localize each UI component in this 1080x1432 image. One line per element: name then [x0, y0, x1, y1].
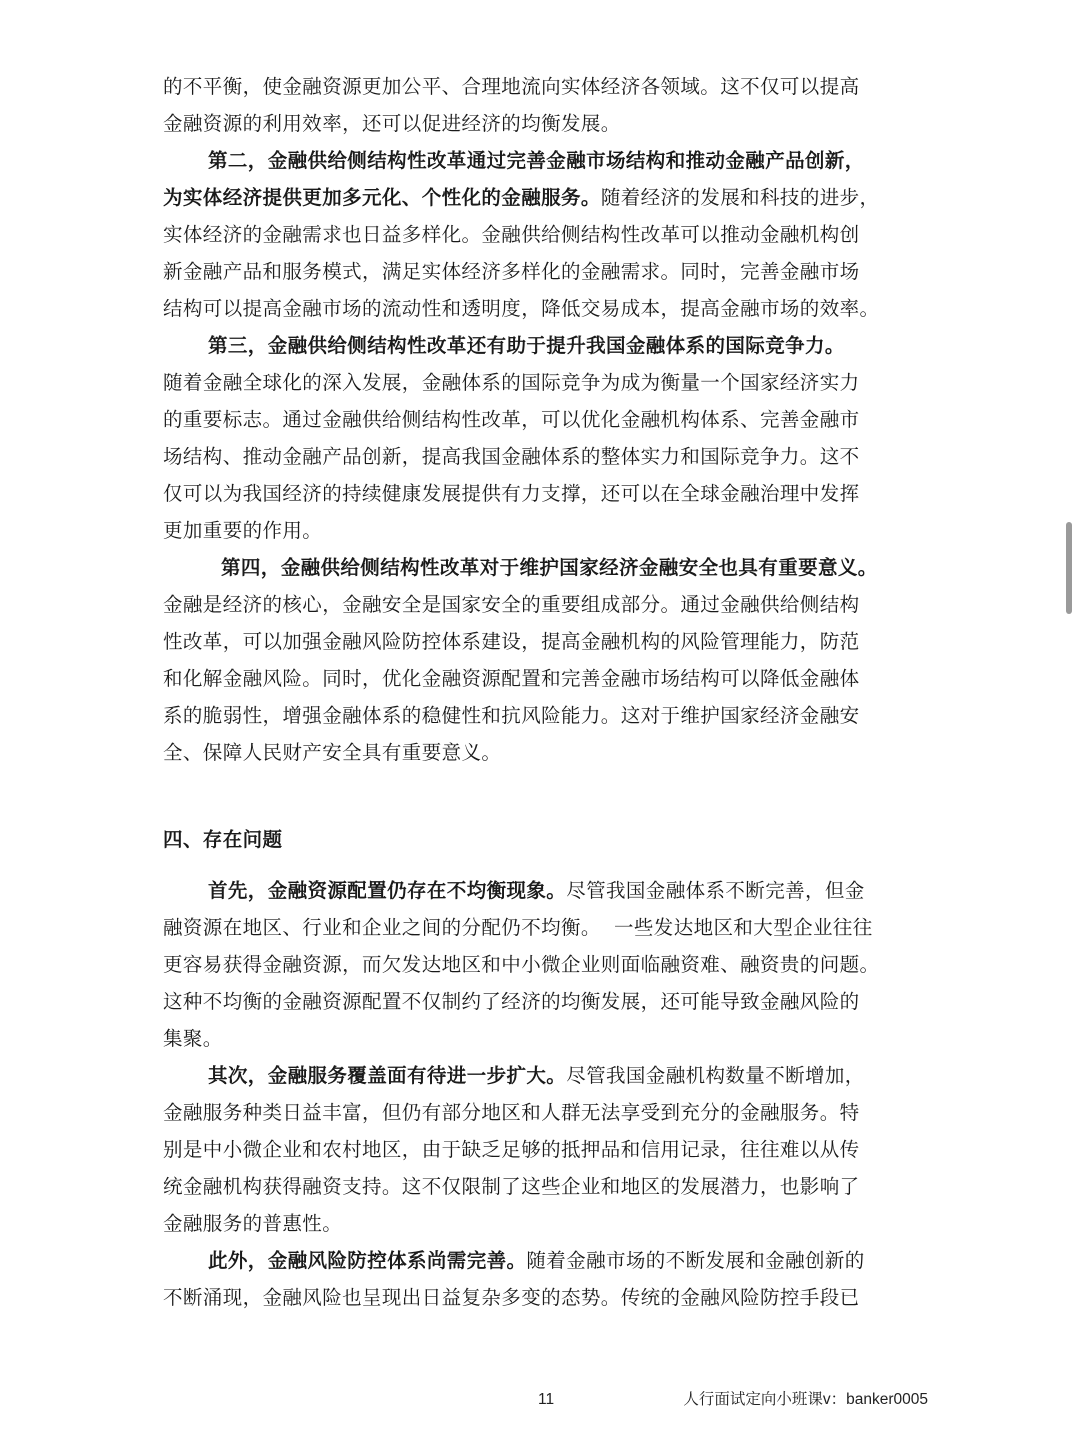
paragraph-7 — [163, 1242, 923, 1316]
text-line: 随着金融全球化的深入发展，金融体系的国际竞争为成为衡量一个国家经济实力 — [163, 371, 860, 394]
text-line: 新金融产品和服务模式，满足实体经济多样化的金融需求。同时，完善金融市场 — [163, 260, 860, 283]
text-line: 金融服务种类日益丰富，但仍有部分地区和人群无法享受到充分的金融服务。特 — [163, 1101, 860, 1124]
spacer — [163, 771, 923, 821]
paragraph-5 — [163, 872, 923, 1057]
text-line: 实体经济的金融需求也日益多样化。金融供给侧结构性改革可以推动金融机构创 — [163, 223, 860, 246]
spacer — [163, 858, 923, 872]
text-line: 系的脆弱性，增强金融体系的稳健性和抗风险能力。这对于维护国家经济金融安 — [163, 704, 860, 727]
text-span: 尽管我国金融体系不断完善，但金 — [566, 879, 865, 902]
text-span: 随着金融市场的不断发展和金融创新的 — [526, 1249, 865, 1272]
text-line: 不断涌现，金融风险也呈现出日益复杂多变的态势。传统的金融风险防控手段已 — [163, 1286, 860, 1309]
text-line: 融资源在地区、行业和企业之间的分配仍不均衡。 一些发达地区和大型企业往往 — [163, 916, 873, 939]
text-line: 集聚。 — [163, 1027, 223, 1050]
bold-lead-text: 为实体经济提供更加多元化、个性化的金融服务。 — [163, 186, 601, 209]
scrollbar-thumb[interactable] — [1066, 522, 1072, 614]
document-body — [163, 68, 923, 1316]
text-line: 更加重要的作用。 — [163, 519, 323, 542]
text-line: 别是中小微企业和农村地区，由于缺乏足够的抵押品和信用记录，往往难以从传 — [163, 1138, 860, 1161]
text-line: 金融服务的普惠性。 — [163, 1212, 343, 1235]
text-line: 更容易获得金融资源，而欠发达地区和中小微企业则面临融资难、融资贵的问题。 — [163, 953, 880, 976]
paragraph-3 — [163, 327, 923, 549]
paragraph-4 — [163, 549, 923, 771]
paragraph-6 — [163, 1057, 923, 1242]
page-number: 11 — [538, 1391, 555, 1408]
bold-lead-text: 此外，金融风险防控体系尚需完善。 — [208, 1249, 527, 1272]
text-line — [163, 1242, 923, 1279]
bold-lead-line: 第二，金融供给侧结构性改革通过完善金融市场结构和推动金融产品创新， — [208, 149, 865, 172]
paragraph-2 — [163, 142, 923, 327]
text-line: 全、保障人民财产安全具有重要意义。 — [163, 741, 502, 764]
paragraph-1 — [163, 68, 923, 142]
text-span: 随着经济的发展和科技的进步， — [600, 186, 880, 209]
bold-lead-line: 第三，金融供给侧结构性改革还有助于提升我国金融体系的国际竞争力。 — [208, 334, 845, 357]
text-line: 和化解金融风险。同时，优化金融资源配置和完善金融市场结构可以降低金融体 — [163, 667, 860, 690]
text-line: 场结构、推动金融产品创新，提高我国金融体系的整体实力和国际竞争力。这不 — [163, 445, 860, 468]
text-line: 统金融机构获得融资支持。这不仅限制了这些企业和地区的发展潜力，也影响了 — [163, 1175, 860, 1198]
bold-lead-text: 其次，金融服务覆盖面有待进一步扩大。 — [208, 1064, 567, 1087]
text-line: 金融资源的利用效率，还可以促进经济的均衡发展。 — [163, 112, 621, 135]
text-line: 金融是经济的核心，金融安全是国家安全的重要组成部分。通过金融供给侧结构 — [163, 593, 860, 616]
text-line: 的不平衡，使金融资源更加公平、合理地流向实体经济各领域。这不仅可以提高 — [163, 75, 860, 98]
text-line — [163, 179, 923, 216]
text-line: 的重要标志。通过金融供给侧结构性改革，可以优化金融机构体系、完善金融市 — [163, 408, 860, 431]
text-line: 这种不均衡的金融资源配置不仅制约了经济的均衡发展，还可能导致金融风险的 — [163, 990, 860, 1013]
text-line: 性改革，可以加强金融风险防控体系建设，提高金融机构的风险管理能力，防范 — [163, 630, 860, 653]
text-line — [163, 1057, 923, 1094]
text-line: 仅可以为我国经济的持续健康发展提供有力支撑，还可以在全球金融治理中发挥 — [163, 482, 860, 505]
bold-lead-text: 首先，金融资源配置仍存在不均衡现象。 — [208, 879, 567, 902]
text-line — [163, 872, 923, 909]
text-line: 结构可以提高金融市场的流动性和透明度，降低交易成本，提高金融市场的效率。 — [163, 297, 880, 320]
bold-lead-line: 第四，金融供给侧结构性改革对于维护国家经济金融安全也具有重要意义。 — [221, 556, 878, 579]
section-heading: 四、存在问题 — [163, 828, 283, 851]
footer-note: 人行面试定向小班课v：banker0005 — [683, 1391, 928, 1408]
text-span: 尽管我国金融机构数量不断增加， — [566, 1064, 865, 1087]
